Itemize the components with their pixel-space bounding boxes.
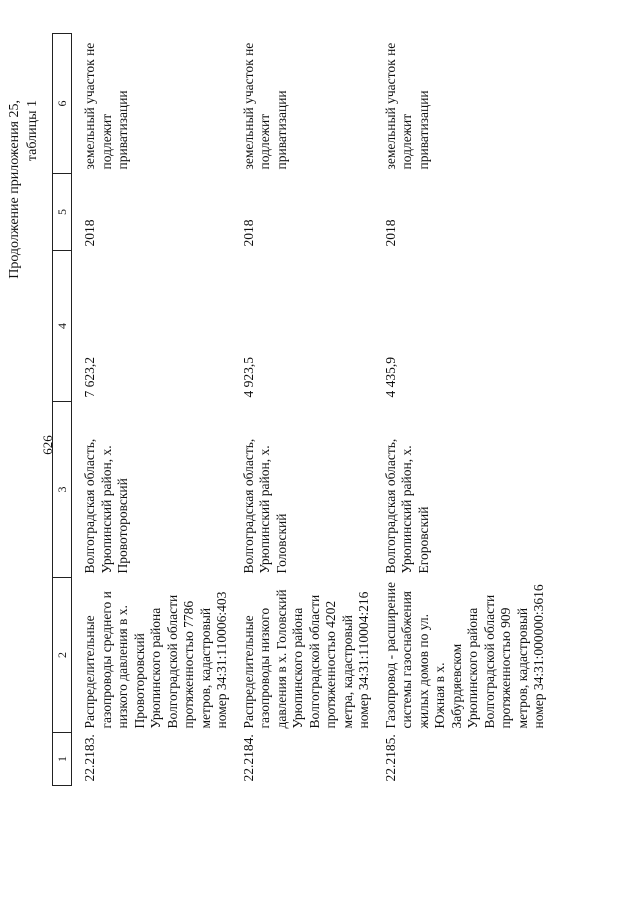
header-row <box>53 34 72 786</box>
row-year: 2018 <box>382 219 398 247</box>
row-number: 22.2183. <box>82 734 97 782</box>
property-table <box>52 33 548 786</box>
row-description: Распределительные газопроводы среднего и низкого давления в х. Провоторовский Урюпинского района Волгоградской области протяженностью 7786 метров, кадастровый номер 34:31:110006:403 <box>82 591 229 729</box>
row-description: Распределительные газопроводы низкого давления в х. Головский Урюпинского района Волгоградской области протяженностью 4202 метра, кадастровый номер 34:31:110004:216 <box>240 589 371 729</box>
row-number: 22.2185. <box>382 734 398 782</box>
table-row <box>72 34 231 786</box>
column-header-1: 1 <box>53 733 72 786</box>
row-year: 2018 <box>82 219 97 247</box>
table-row <box>231 34 373 786</box>
table-caption <box>6 100 42 279</box>
row-location: Волгоградская область, Урюпинский район, х. Егоровский <box>382 438 431 574</box>
row-note: земельный участок не подлежит приватизации <box>382 42 431 170</box>
column-header-3: 3 <box>53 402 72 578</box>
column-header-2: 2 <box>53 578 72 733</box>
row-value: 4 923,5 <box>240 357 256 398</box>
row-note: земельный участок не подлежит приватизации <box>82 42 130 170</box>
column-header-5: 5 <box>53 174 72 251</box>
row-number: 22.2184. <box>240 734 256 782</box>
row-note: земельный участок не подлежит приватизации <box>240 42 289 170</box>
caption-line-2: таблицы 1 <box>25 100 40 162</box>
page-number: 626 <box>40 435 55 455</box>
row-location: Волгоградская область, Урюпинский район, х. Провоторовский <box>82 438 130 574</box>
table-row <box>373 34 548 786</box>
row-location: Волгоградская область, Урюпинский район, х. Головский <box>240 438 289 574</box>
column-header-6: 6 <box>53 34 72 174</box>
row-description: Газопровод - расширение системы газоснабжения жилых домов по ул. Южная в х. Забурдяевском Урюпинского района Волгоградской области протяженностью 909 метров, кадастровый номер 34:31:000000:3616 <box>382 582 546 729</box>
row-value: 7 623,2 <box>82 357 97 398</box>
row-value: 4 435,9 <box>382 357 398 398</box>
row-year: 2018 <box>240 219 256 247</box>
caption-line-1: Продолжение приложения 25, <box>7 100 22 279</box>
column-header-4: 4 <box>53 251 72 402</box>
